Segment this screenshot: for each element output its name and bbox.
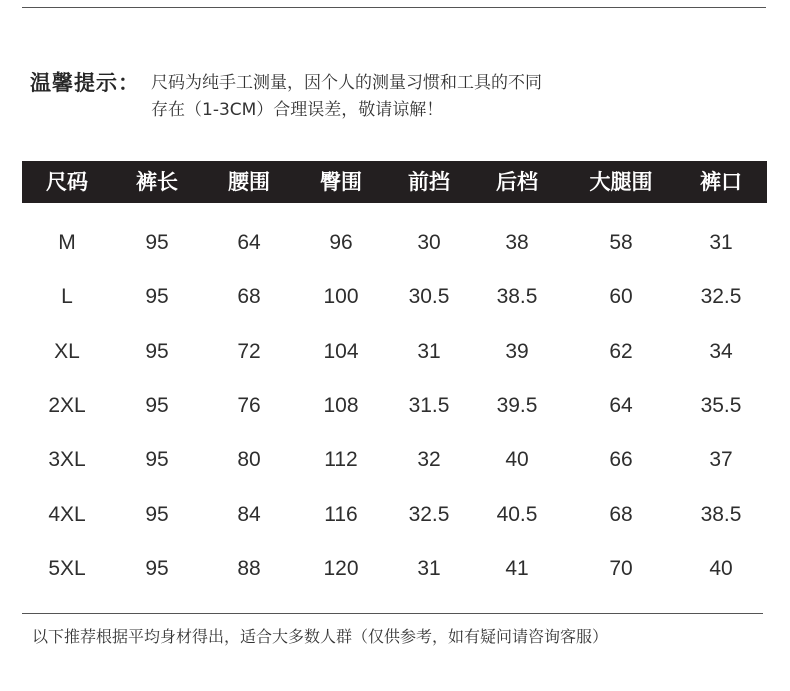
header-cell-thigh: 大腿围 — [589, 170, 653, 194]
cell-leg-opening: 38.5 — [700, 503, 742, 526]
cell-hip: 112 — [324, 448, 358, 471]
cell-hip: 104 — [323, 340, 359, 363]
header-cell-waist: 腰围 — [228, 170, 270, 194]
bottom-divider — [22, 613, 763, 614]
cell-size: 4XL — [48, 503, 86, 526]
cell-back-rise: 41 — [505, 557, 529, 580]
size-table-header — [22, 161, 767, 203]
cell-back-rise: 39.5 — [496, 394, 538, 417]
cell-front-rise: 32.5 — [408, 503, 450, 526]
cell-front-rise: 30 — [417, 231, 441, 254]
cell-back-rise: 39 — [505, 340, 529, 363]
cell-length: 95 — [145, 503, 169, 526]
cell-thigh: 60 — [609, 285, 633, 308]
cell-front-rise: 31.5 — [408, 394, 450, 417]
top-divider — [22, 7, 766, 8]
cell-size: M — [58, 231, 76, 254]
cell-leg-opening: 37 — [709, 448, 733, 471]
cell-thigh: 58 — [609, 231, 633, 254]
header-cell-front-rise: 前挡 — [408, 170, 450, 194]
header-cell-back-rise: 后档 — [496, 170, 538, 194]
cell-leg-opening: 32.5 — [700, 285, 742, 308]
cell-hip: 108 — [323, 394, 359, 417]
cell-front-rise: 31 — [417, 557, 441, 580]
table-row — [22, 433, 767, 487]
notice-line-1: 尺码为纯手工测量，因个人的测量习惯和工具的不同 — [151, 73, 542, 93]
header-cell-length: 裤长 — [136, 170, 178, 194]
notice-line-2: 存在（1-3CM）合理误差，敬请谅解！ — [151, 100, 444, 120]
cell-leg-opening: 34 — [709, 340, 733, 363]
cell-waist: 88 — [237, 557, 261, 580]
cell-leg-opening: 35.5 — [700, 394, 742, 417]
cell-waist: 80 — [237, 448, 261, 471]
cell-waist: 76 — [237, 394, 261, 417]
cell-back-rise: 40.5 — [496, 503, 538, 526]
cell-back-rise: 38.5 — [496, 285, 538, 308]
table-row — [22, 542, 767, 596]
cell-length: 95 — [145, 557, 169, 580]
cell-size: 2XL — [48, 394, 86, 417]
table-row — [22, 270, 767, 324]
cell-leg-opening: 40 — [709, 557, 733, 580]
cell-back-rise: 38 — [505, 231, 529, 254]
cell-waist: 68 — [237, 285, 261, 308]
cell-hip: 120 — [323, 557, 359, 580]
header-cell-hip: 臀围 — [320, 170, 362, 194]
size-table-body — [22, 203, 767, 603]
cell-thigh: 64 — [609, 394, 633, 417]
cell-thigh: 66 — [609, 448, 633, 471]
cell-waist: 72 — [237, 340, 261, 363]
cell-size: L — [61, 285, 73, 308]
cell-thigh: 68 — [609, 503, 633, 526]
cell-hip: 116 — [324, 503, 358, 526]
header-cell-size: 尺码 — [46, 170, 88, 194]
cell-leg-opening: 31 — [709, 231, 733, 254]
cell-back-rise: 40 — [505, 448, 529, 471]
cell-waist: 64 — [237, 231, 261, 254]
cell-thigh: 62 — [609, 340, 633, 363]
footnote: 以下推荐根据平均身材得出，适合大多数人群（仅供参考，如有疑问请咨询客服） — [32, 627, 609, 646]
header-cell-leg-opening: 裤口 — [700, 170, 742, 194]
cell-length: 95 — [145, 231, 169, 254]
table-row — [22, 488, 767, 542]
table-row — [22, 379, 767, 433]
cell-size: 3XL — [48, 448, 86, 471]
cell-size: XL — [54, 340, 80, 363]
cell-waist: 84 — [237, 503, 261, 526]
cell-length: 95 — [145, 394, 169, 417]
table-row — [22, 325, 767, 379]
cell-length: 95 — [145, 340, 169, 363]
notice-title: 温馨提示： — [30, 71, 140, 95]
size-table — [22, 161, 767, 603]
cell-thigh: 70 — [609, 557, 633, 580]
cell-front-rise: 31 — [417, 340, 441, 363]
cell-front-rise: 32 — [417, 448, 441, 471]
table-row — [22, 216, 767, 270]
cell-hip: 100 — [323, 285, 359, 308]
cell-front-rise: 30.5 — [408, 285, 450, 308]
cell-size: 5XL — [48, 557, 86, 580]
cell-hip: 96 — [329, 231, 353, 254]
cell-length: 95 — [145, 285, 169, 308]
cell-length: 95 — [145, 448, 169, 471]
